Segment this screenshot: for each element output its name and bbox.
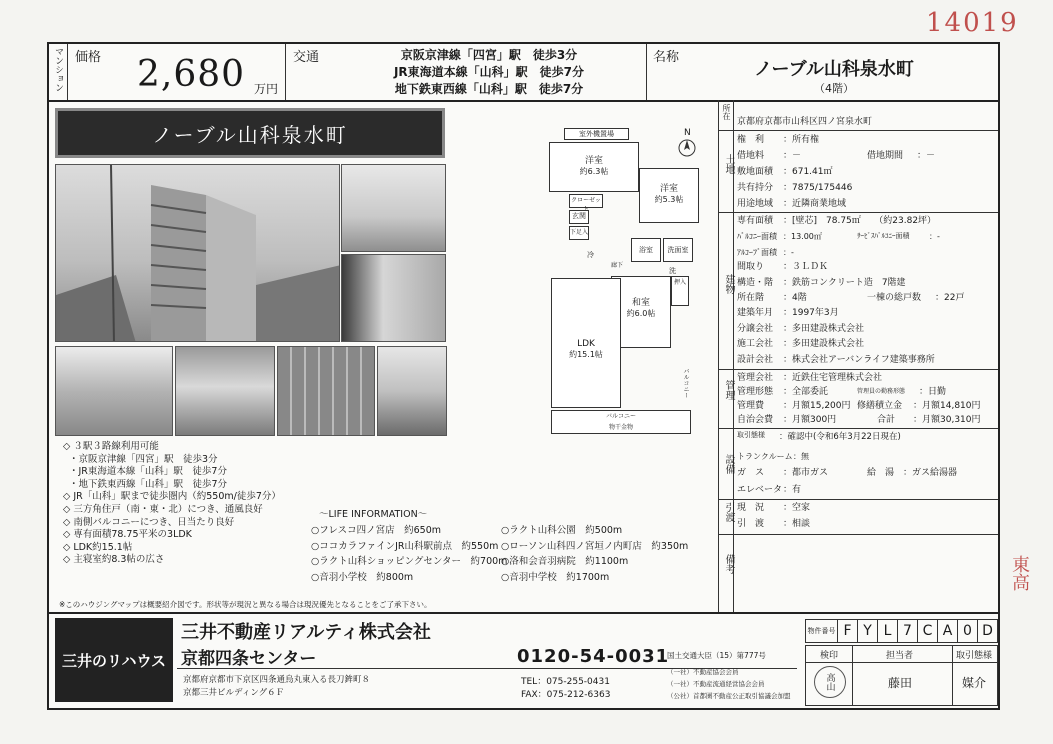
land-row: 権 利 ：所有権 (737, 135, 820, 145)
signoff-table (805, 645, 998, 706)
check-label: 検印 (820, 651, 839, 661)
management-row: 管理会社 ：近鉄住宅管理株式会社 (737, 373, 883, 383)
deal-label: 取引態様 (956, 651, 993, 661)
life-info-item: ○ラクト山科ショッピングセンター 約700m (311, 556, 508, 567)
code-char: L (878, 620, 898, 642)
transport-line: 地下鉄東西線「山科」駅 徒歩7分 (394, 82, 584, 96)
license-number: 国土交通大臣（15）第777号 (667, 651, 766, 660)
confirm-value: ：確認中(令和6年3月22日現在) (779, 432, 901, 442)
entrance-label: 玄関 (569, 210, 589, 224)
code-char: D (982, 623, 993, 639)
facility-row: ガ ス ：都市ガス 給 湯 ：ガス給湯器 (737, 468, 958, 478)
transport-line: JR東海道本線「山科」駅 徒歩7分 (393, 65, 585, 79)
remarks-group: 備考 (723, 554, 734, 574)
price-label: 価格 (75, 50, 102, 65)
deal-value: 媒介 (962, 676, 987, 690)
life-info-right (501, 523, 688, 585)
balcony-side-label: バルコニー (682, 368, 689, 398)
phone-number[interactable]: 0120-54-0031 (517, 646, 670, 667)
code-char: 0 (958, 620, 978, 642)
compass-icon (677, 138, 697, 158)
washer-label: 洗 (669, 267, 676, 275)
washroom: 洗面室 (663, 238, 693, 262)
brand-logo (55, 618, 173, 702)
name-label: 名称 (653, 50, 680, 65)
street-photo (377, 346, 447, 436)
outdoor-unit-area: 室外機置場 (564, 128, 629, 140)
price-value: 2,680 (137, 54, 246, 95)
handwritten-mark: 東高 (1009, 555, 1030, 591)
management-row: 管理費 ：月額15,200円 修繕積立金 ：月額14,810円 (737, 401, 981, 411)
closet-japanese: 押入 (671, 276, 689, 306)
handwritten-number: 14019 (926, 8, 1019, 38)
company-name: 三井不動産リアルティ株式会社 (181, 622, 431, 643)
building-row: 所在階 ：4階 一棟の総戸数 ：22戸 (737, 293, 965, 304)
hallway-label: 廊下 (611, 262, 624, 269)
life-info-item: ○ココカラファインJR山科駅前点 約550m (311, 540, 499, 552)
facility-row: トランクルーム：無 (737, 452, 809, 461)
facility-group: 設備 (723, 454, 734, 474)
confirm-label: 取引態様 (737, 431, 765, 439)
balcony: バルコニー 物干金物 (551, 410, 691, 434)
staff-value: 藤田 (888, 676, 913, 690)
room-ldk: LDK 約15.1帖 (551, 278, 621, 408)
life-info-item: ○ラクト山科公園 約500m (501, 525, 623, 536)
floor-value: （4階） (814, 82, 854, 95)
room-western-2: 洋室 約5.3帖 (639, 168, 699, 223)
room-photo-1 (341, 164, 446, 252)
code-char: F (838, 620, 858, 642)
staff-label: 担当者 (886, 651, 914, 661)
building-row: ｱﾙｺｰﾌﾞ面積 ：- (737, 247, 794, 257)
building-row: 間取り ：３ＬＤＫ (737, 262, 829, 273)
management-row: 管理形態 ：全部委託 管理員の勤務形態 ：日勤 (737, 387, 947, 397)
type-label: マンション (53, 47, 63, 92)
building-details (737, 214, 997, 368)
life-info-item: ○洛和会音羽病院 約1100m (501, 556, 629, 567)
life-info-title: ～LIFE INFORMATION～ (319, 509, 428, 520)
property-name: ノーブル山科泉水町 (754, 59, 914, 80)
feature-item: ◇ LDK約15.1帖 (63, 541, 133, 553)
building-row: 建築年月 ：1997年3月 (737, 308, 839, 319)
facility-details (737, 448, 997, 499)
building-row: 構造・階 ：鉄筋コンクリート造 7階建 (737, 277, 906, 288)
transport-label: 交通 (293, 50, 320, 65)
fax-number: FAX：075-212-6363 (521, 690, 611, 700)
management-details (737, 371, 997, 427)
feature-item: ・JR東海道本線「山科」駅 徒歩7分 (69, 466, 227, 478)
land-row: 用途地域 ：近隣商業地域 (737, 199, 847, 209)
code-char: Y (858, 620, 878, 642)
building-row: 分譲会社 ：多田建設株式会社 (737, 323, 865, 334)
floor-plan (529, 128, 709, 446)
handover-group: 引渡 (723, 502, 734, 522)
land-details (737, 132, 995, 212)
price-unit: 万円 (254, 82, 279, 96)
interior-photo-1 (55, 346, 173, 436)
life-info-item: ○フレスコ四ノ宮店 約650m (311, 525, 442, 536)
land-row: 共有持分 ：7875/175446 (737, 183, 853, 193)
handover-row: 現 況 ：空家 (737, 503, 811, 513)
bathroom: 浴室 (631, 238, 661, 262)
code-label: 物件番号 (806, 620, 838, 642)
tel-number[interactable]: TEL：075-255-0431 (521, 677, 610, 687)
property-sheet (47, 42, 1000, 710)
room-western-1: 洋室 約6.3帖 (549, 142, 639, 192)
room-photo-2 (341, 254, 446, 342)
feature-item: ◇ 専有面積78.75平米の3LDK (63, 529, 192, 541)
disclaimer: ※このハウジングマップは概要紹介図です。形状等が現況と異なる場合は現況優先となることをご了承下さい。 (59, 600, 432, 609)
shoe-storage-label: 下足入 (569, 226, 589, 240)
facility-row: エレベータ：有 (737, 485, 802, 495)
building-row: 施工会社 ：多田建設株式会社 (737, 339, 865, 350)
title-banner (55, 108, 445, 158)
approval-stamp: 高山 (814, 666, 846, 698)
property-code-table (805, 619, 998, 643)
office-address: 京都府京都市下京区四条通烏丸東入る長刀鉾町８ 京都三井ビルディング６Ｆ (183, 675, 371, 698)
fridge-label: 冷 (587, 251, 594, 259)
feature-item: ◇ 三方角住戸（南・東・北）につき、通風良好 (63, 503, 263, 515)
management-group: 管理 (723, 380, 734, 400)
land-row: 敷地面積 ：671.41㎡ (737, 167, 833, 177)
code-char: C (918, 620, 938, 642)
banner-title: ノーブル山科泉水町 (152, 122, 348, 147)
land-group: 土地 (723, 154, 734, 174)
branch-name: 京都四条センター (181, 649, 317, 669)
feature-item: ◇ ３駅３路線利用可能 (63, 441, 159, 452)
mailbox-photo (277, 346, 375, 436)
feature-item: ・地下鉄東西線「山科」駅 徒歩7分 (69, 478, 228, 490)
location-value: 京都府京都市山科区四ノ宮泉水町 (737, 117, 873, 127)
memberships: （一社）不動産協会会員 （一社）不動産流通経営協会会員 （公社）首都圏不動産公正取引協議会加盟 (667, 668, 791, 700)
feature-item: ◇ 南側バルコニーにつき、日当たり良好 (63, 516, 235, 528)
handover-row: 引 渡 ：相談 (737, 519, 811, 529)
building-illustration (56, 165, 340, 342)
building-row: ﾊﾞﾙｺﾆｰ面積 ：13.00㎡ ｻｰﾋﾞｽﾊﾞﾙｺﾆｰ面積 ：- (737, 232, 940, 242)
building-photo (55, 164, 340, 342)
brand-name: 三井のリハウス (61, 651, 167, 670)
feature-item: ・京阪京津線「四宮」駅 徒歩3分 (69, 453, 218, 465)
north-arrow: N (684, 128, 691, 138)
feature-item: ◇ JR「山科」駅まで徒歩圏内（約550m/徒歩7分） (63, 491, 281, 503)
building-row: 設計会社 ：株式会社アーバンライフ建築事務所 (737, 354, 935, 365)
life-info-item: ○ローソン山科四ノ宮垣ノ内町店 約350m (501, 540, 689, 552)
life-info-item: ○音羽小学校 約800m (311, 571, 414, 583)
transport-line: 京阪京津線「四宮」駅 徒歩3分 (400, 48, 578, 62)
room-japanese: 和室 約6.0帖 (611, 276, 671, 348)
code-char: 7 (898, 620, 918, 642)
interior-photo-2 (175, 346, 275, 436)
land-row: 借地料 ：－ 借地期間 ：－ (737, 151, 936, 161)
building-row: 専有面積 ：[壁芯] 78.75㎡ （約23.82坪） (737, 216, 937, 226)
closet-label: クローゼッ (569, 194, 603, 208)
handover-details (737, 500, 937, 532)
transport-lines (339, 47, 639, 98)
life-info-item: ○音羽中学校 約1700m (501, 571, 610, 583)
management-row: 自治会費 ：月額300円 合計 ：月額30,310円 (737, 415, 981, 425)
location-group: 所在 (722, 104, 731, 120)
code-char: A (938, 620, 958, 642)
life-info-left (311, 523, 507, 585)
feature-item: ◇ 主寝室約8.3帖の広さ (63, 554, 165, 566)
building-group: 建物 (723, 274, 734, 294)
